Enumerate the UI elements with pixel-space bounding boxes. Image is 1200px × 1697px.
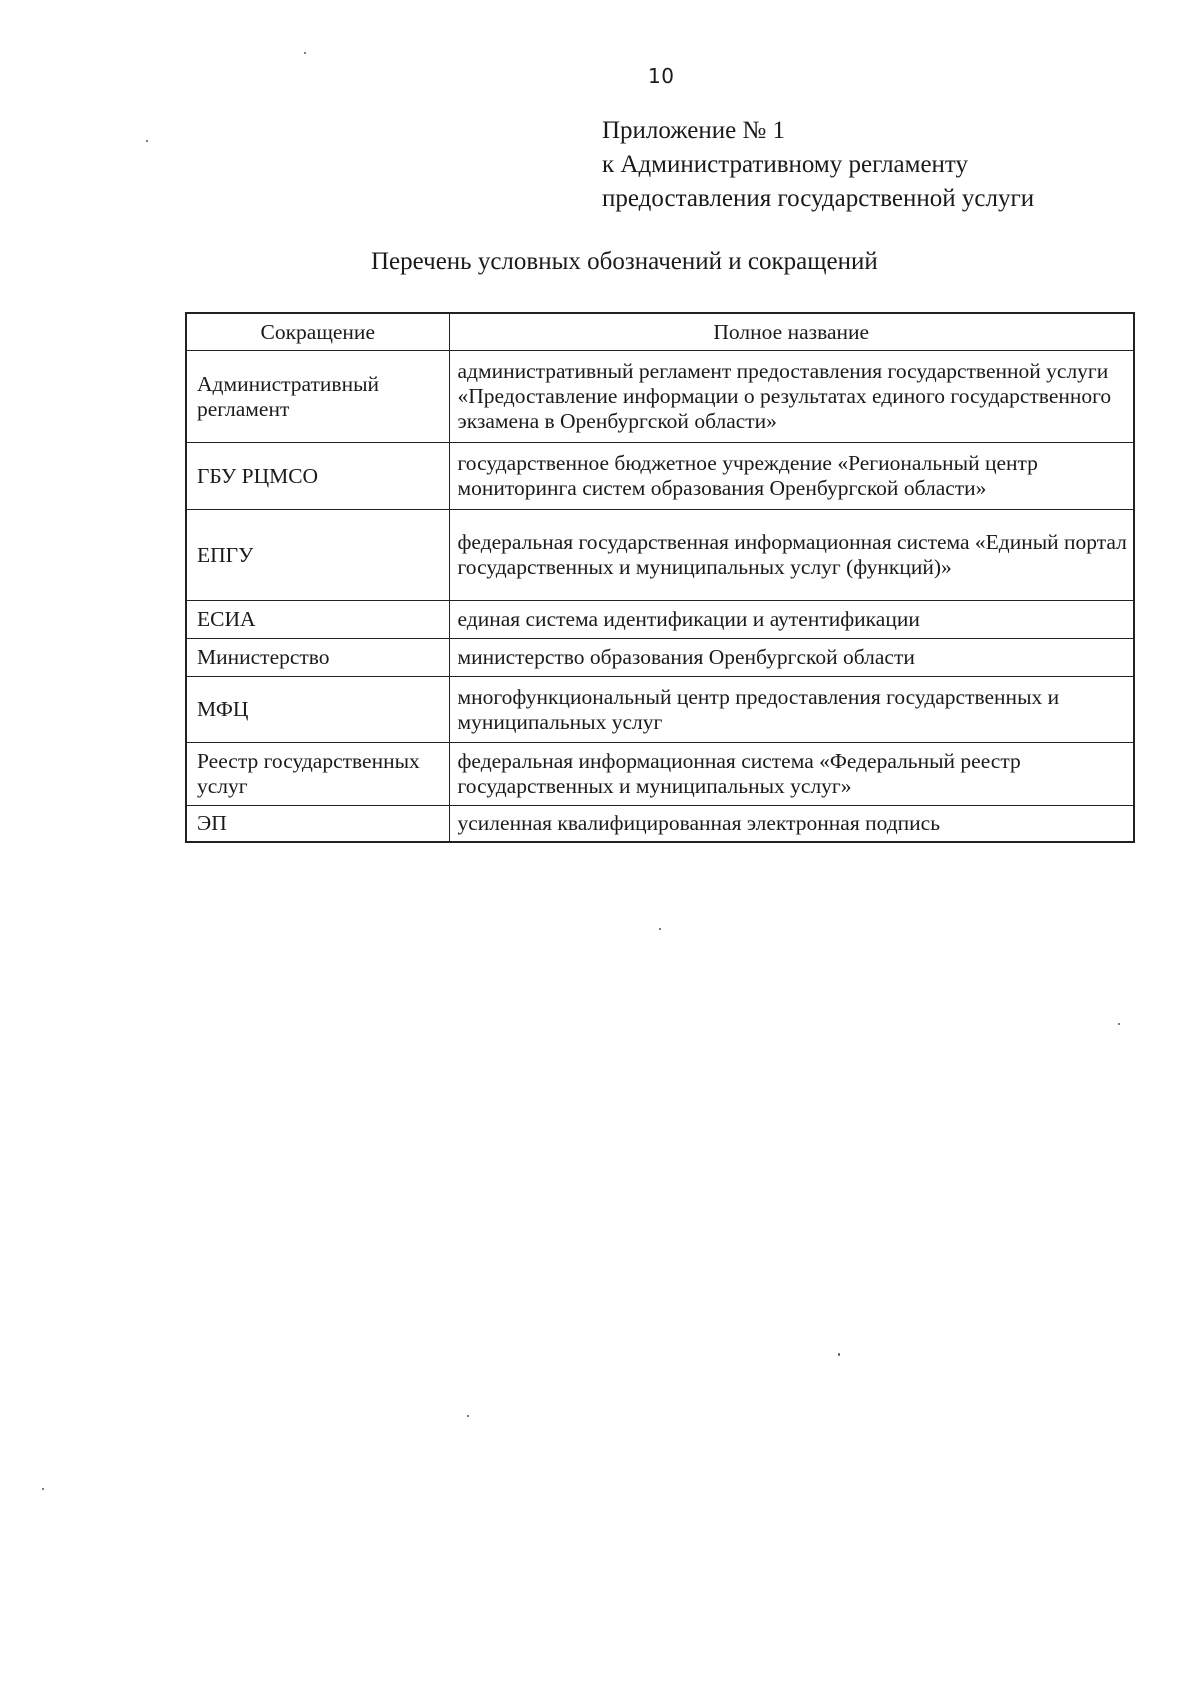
- row-abbreviation: Административный регламент: [186, 351, 449, 443]
- header-abbreviation: Сокращение: [186, 313, 449, 351]
- appendix-line-2: к Административному регламенту: [602, 151, 969, 178]
- page-number: 10: [648, 64, 675, 88]
- row-full-name: единая система идентификации и аутентификации: [449, 601, 1134, 639]
- table-row: [186, 351, 1134, 443]
- scan-speck: [42, 1488, 44, 1490]
- row-abbreviation: ЭП: [186, 806, 449, 842]
- scan-speck: [304, 52, 306, 54]
- row-full-name: государственное бюджетное учреждение «Региональный центр мониторинга систем образования Оренбургской области»: [449, 443, 1134, 510]
- scan-speck: [838, 1353, 840, 1356]
- appendix-line-3: предоставления государственной услуги: [602, 185, 1035, 212]
- row-full-name: федеральная государственная информационная система «Единый портал государственных и муниципальных услуг (функций)»: [449, 510, 1134, 601]
- abbreviations-table: [185, 312, 1135, 843]
- scan-speck: [659, 928, 661, 930]
- table-header-row: [186, 313, 1134, 351]
- row-abbreviation: Реестр государственных услуг: [186, 743, 449, 806]
- table-row: [186, 743, 1134, 806]
- scan-speck: [1118, 1023, 1120, 1025]
- table-row: [186, 806, 1134, 842]
- table-row: [186, 443, 1134, 510]
- row-full-name: многофункциональный центр предоставления государственных и муниципальных услуг: [449, 677, 1134, 743]
- row-full-name: административный регламент предоставления государственной услуги «Предоставление информации о результатах единого государственного экзамена в Оренбургской области»: [449, 351, 1134, 443]
- row-abbreviation: Министерство: [186, 639, 449, 677]
- row-abbreviation: ЕСИА: [186, 601, 449, 639]
- row-abbreviation: ЕПГУ: [186, 510, 449, 601]
- scan-speck: [467, 1415, 469, 1417]
- header-full-name: Полное название: [449, 313, 1134, 351]
- appendix-line-1: Приложение № 1: [602, 117, 786, 144]
- row-abbreviation: МФЦ: [186, 677, 449, 743]
- scan-speck: [146, 140, 148, 142]
- row-full-name: усиленная квалифицированная электронная подпись: [449, 806, 1134, 842]
- row-full-name: федеральная информационная система «Федеральный реестр государственных и муниципальных услуг»: [449, 743, 1134, 806]
- document-title: Перечень условных обозначений и сокращений: [371, 248, 878, 275]
- table-row: [186, 601, 1134, 639]
- appendix-header: [602, 114, 1034, 216]
- row-full-name: министерство образования Оренбургской области: [449, 639, 1134, 677]
- table-row: [186, 639, 1134, 677]
- table-row: [186, 510, 1134, 601]
- row-abbreviation: ГБУ РЦМСО: [186, 443, 449, 510]
- table-row: [186, 677, 1134, 743]
